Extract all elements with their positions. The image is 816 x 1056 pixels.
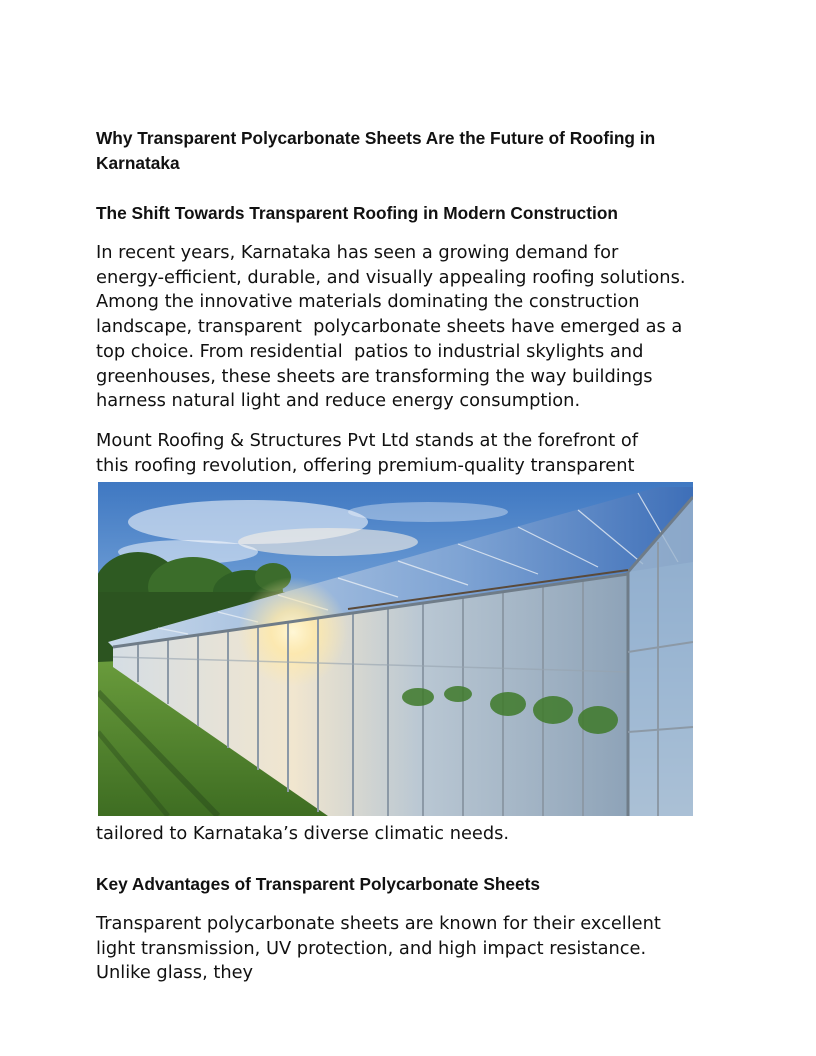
- section-heading-shift: The Shift Towards Transparent Roofing in Modern Construction: [96, 203, 618, 223]
- text-line: harness natural light and reduce energy consumption.: [96, 390, 581, 412]
- paragraph-company: [96, 429, 726, 478]
- title-line: Why Transparent Polycarbonate Sheets Are the Future of Roofing in: [96, 128, 656, 148]
- text-line: light transmission, UV protection, and high impact resistance.: [96, 937, 647, 959]
- text-line: Transparent polycarbonate sheets are known for their excellent: [96, 913, 661, 934]
- paragraph-advantages: [96, 912, 726, 986]
- paragraph-intro: [96, 241, 726, 414]
- text-line: In recent years, Karnataka has seen a growing demand for: [96, 242, 619, 263]
- text-line: Mount Roofing & Structures Pvt Ltd stands at the forefront of: [96, 430, 638, 451]
- title-line: Karnataka: [96, 153, 180, 173]
- section-heading-advantages: Key Advantages of Transparent Polycarbonate Sheets: [96, 874, 541, 894]
- paragraph-company-continued: [96, 822, 726, 847]
- text-line: tailored to Karnataka’s diverse climatic needs.: [96, 823, 510, 844]
- text-line: landscape, transparent polycarbonate sheets have emerged as a: [96, 316, 683, 338]
- text-line: energy-efficient, durable, and visually appealing roofing solutions.: [96, 266, 686, 288]
- text-line: Unlike glass, they: [96, 962, 254, 984]
- text-line: top choice. From residential patios to industrial skylights and: [96, 340, 644, 362]
- text-line: greenhouses, these sheets are transforming the way buildings: [96, 365, 653, 387]
- document-title: [96, 126, 726, 176]
- text-line: Among the innovative materials dominating the construction: [96, 291, 640, 313]
- text-line: this roofing revolution, offering premium-quality transparent: [96, 454, 635, 476]
- greenhouse-photo: [98, 482, 693, 816]
